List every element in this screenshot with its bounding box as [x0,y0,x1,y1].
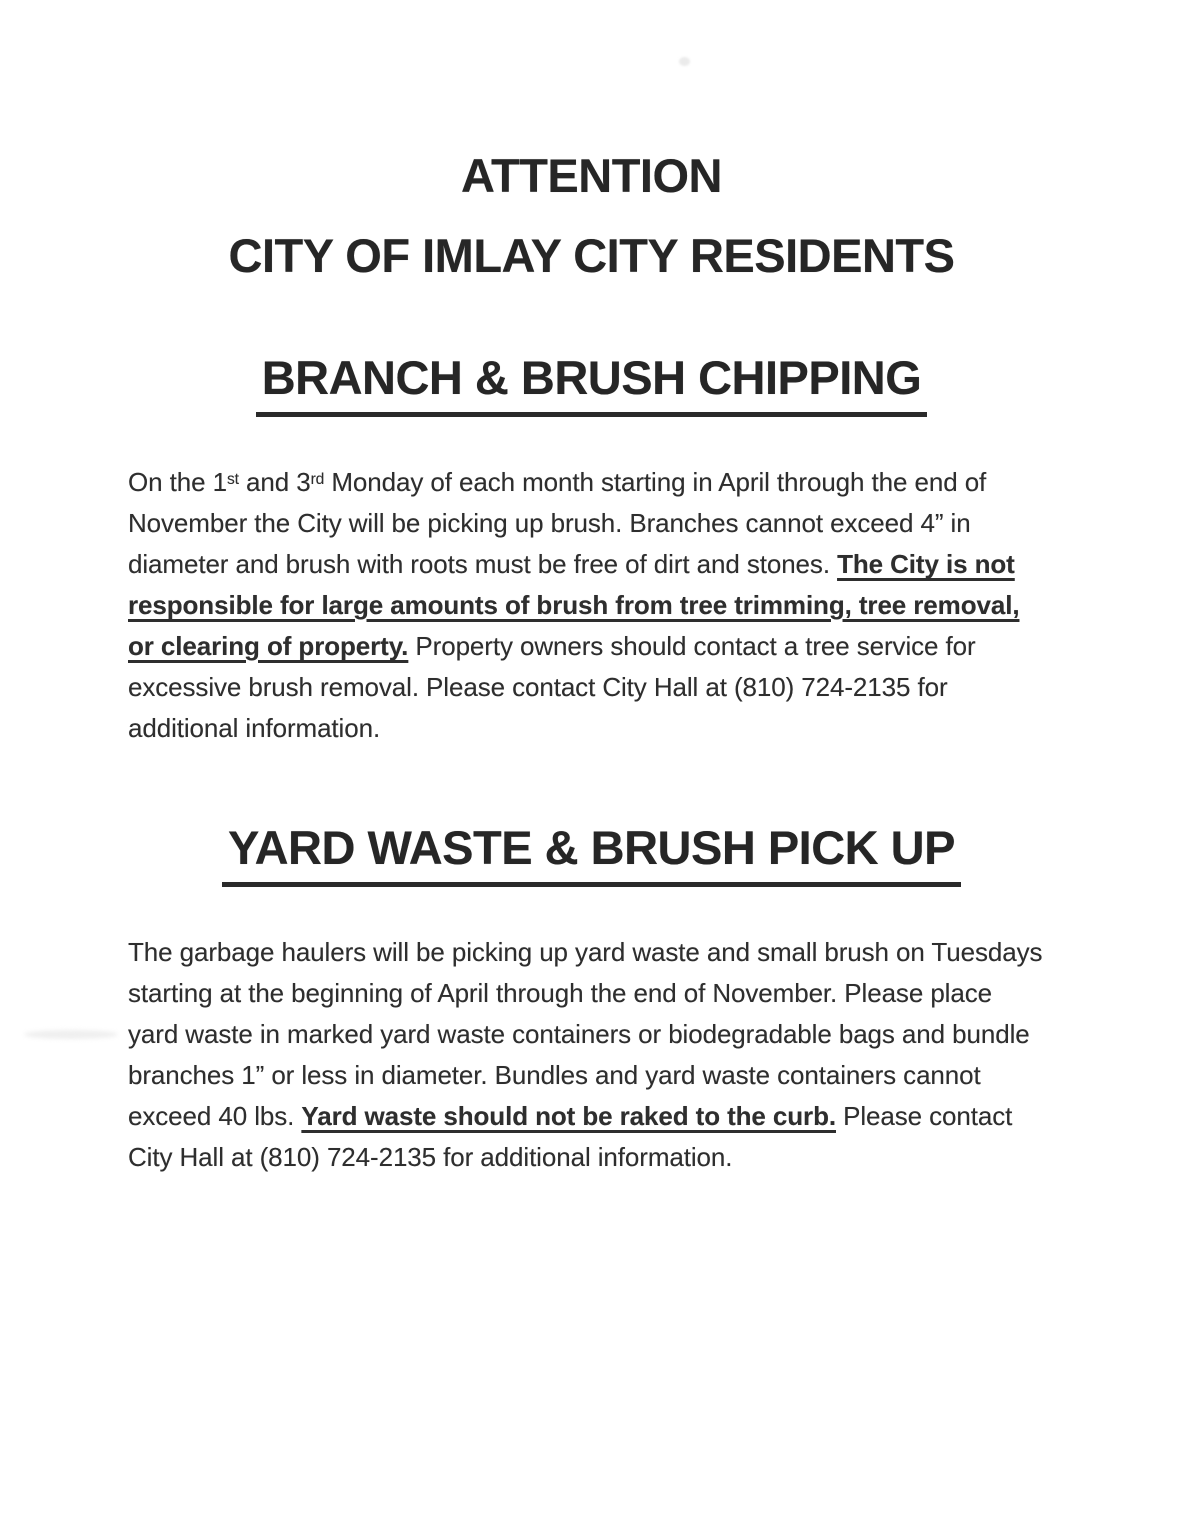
text-segment: On the 1 [128,467,227,497]
superscript-ordinal: st [226,470,239,488]
section-heading-yard-waste: YARD WASTE & BRUSH PICK UP [222,820,961,887]
text-segment: Property owners should contact a tree service for excessive brush removal. Please contact City Hall at (810) 724-2135 for additional information. [128,631,976,743]
scan-artifact [24,1030,118,1039]
notice-subtitle: CITY OF IMLAY CITY RESIDENTS [228,229,955,282]
notice-title: ATTENTION [461,149,722,202]
text-segment: Monday of each month starting in April through the end of November the City will be picking up brush. Branches cannot exceed 4” in diameter and brush with roots must be free of dirt and stones. [128,467,987,579]
paragraph-yard-waste [128,932,1043,1178]
text-segment: The garbage haulers will be picking up yard waste and small brush on Tuesdays starting at the beginning of April through the end of November. Please place yard waste in marked yard waste containers or biodegradable bags and bundle branches 1” or less in diameter. Bundles and yard waste containers cannot exceed 40 lbs. [128,937,1043,1131]
text-segment: and 3 [238,467,311,497]
section-heading-branch-chipping-row [0,350,1183,417]
paragraph-branch-chipping [128,462,1043,749]
text-segment: Please contact City Hall at (810) 724-2135 for additional information. [128,1101,1013,1172]
scan-artifact [679,57,690,66]
section-heading-yard-waste-row [0,820,1183,887]
superscript-ordinal: rd [310,470,325,488]
text-segment: Yard waste should not be raked to the curb. [301,1101,836,1131]
text-segment: The City is not responsible for large amounts of brush from tree trimming, tree removal, or clearing of property. [128,549,1020,661]
section-heading-branch-chipping: BRANCH & BRUSH CHIPPING [256,350,928,417]
